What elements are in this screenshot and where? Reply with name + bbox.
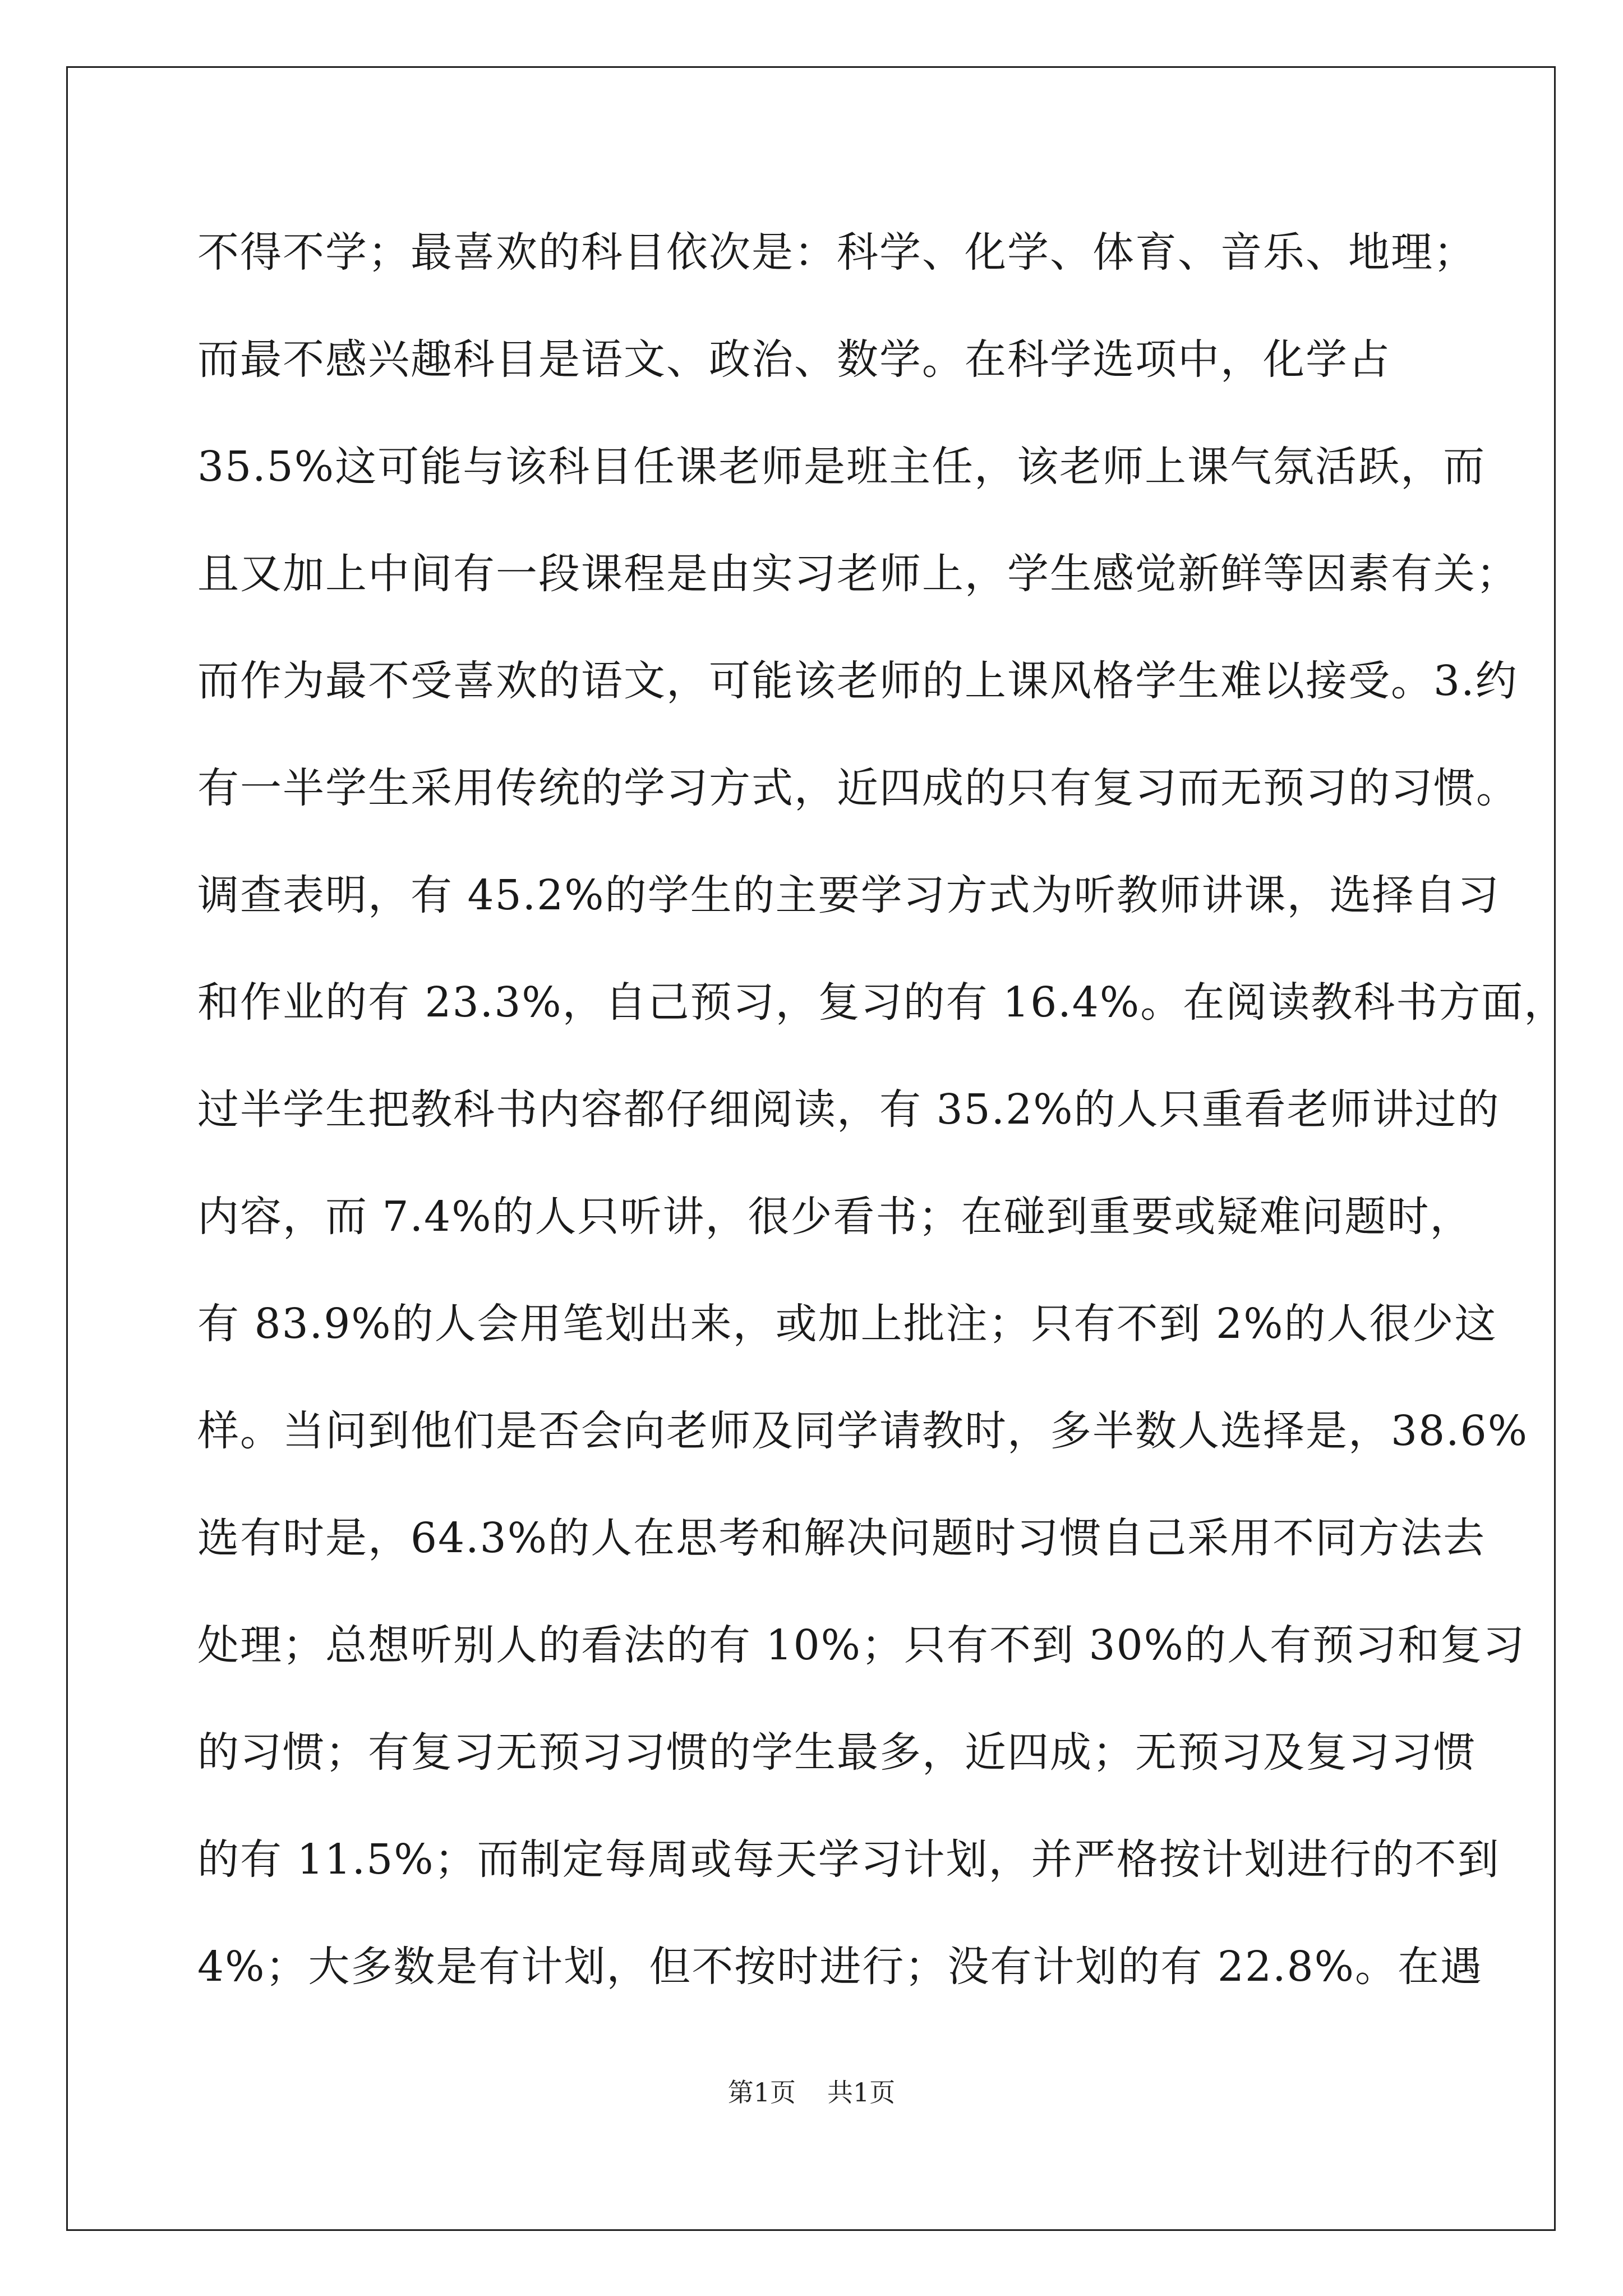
text-line: 4%；大多数是有计划，但不按时进行；没有计划的有 22.8%。在遇 xyxy=(197,1943,1483,1991)
text-line: 有 83.9%的人会用笔划出来，或加上批注；只有不到 2%的人很少这 xyxy=(197,1300,1497,1348)
text-line: 而最不感兴趣科目是语文、政治、数学。在科学选项中，化学占 xyxy=(197,335,1391,384)
text-line: 和作业的有 23.3%，自己预习，复习的有 16.4%。在阅读教科书方面， xyxy=(197,978,1567,1027)
text-line: 内容，而 7.4%的人只听讲，很少看书；在碰到重要或疑难问题时， xyxy=(197,1193,1473,1241)
text-line: 调查表明，有 45.2%的学生的主要学习方式为听教师讲课，选择自习 xyxy=(197,871,1500,919)
text-line: 不得不学；最喜欢的科目依次是：科学、化学、体育、音乐、地理； xyxy=(197,228,1476,277)
page-total: 共1页 xyxy=(827,2077,896,2108)
page-number: 第1页 xyxy=(727,2077,796,2108)
text-line: 且又加上中间有一段课程是由实习老师上，学生感觉新鲜等因素有关； xyxy=(197,550,1519,598)
text-line: 样。当问到他们是否会向老师及同学请教时，多半数人选择是，38.6% xyxy=(197,1407,1529,1455)
text-line: 有一半学生采用传统的学习方式，近四成的只有复习而无预习的习惯。 xyxy=(197,764,1519,812)
text-line: 35.5%这可能与该科目任课老师是班主任，该老师上课气氛活跃，而 xyxy=(197,443,1486,491)
text-line: 选有时是，64.3%的人在思考和解决问题时习惯自己采用不同方法去 xyxy=(197,1514,1486,1562)
text-line: 过半学生把教科书内容都仔细阅读，有 35.2%的人只重看老师讲过的 xyxy=(197,1085,1500,1134)
text-line: 处理；总想听别人的看法的有 10%；只有不到 30%的人有预习和复习 xyxy=(197,1621,1525,1669)
text-line: 的有 11.5%；而制定每周或每天学习计划，并严格按计划进行的不到 xyxy=(197,1835,1500,1884)
document-body xyxy=(197,224,1567,2046)
text-line: 的习惯；有复习无预习习惯的学生最多，近四成；无预习及复习习惯 xyxy=(197,1728,1476,1777)
page-footer xyxy=(0,2076,1623,2109)
text-line: 而作为最不受喜欢的语文，可能该老师的上课风格学生难以接受。3.约 xyxy=(197,657,1518,705)
